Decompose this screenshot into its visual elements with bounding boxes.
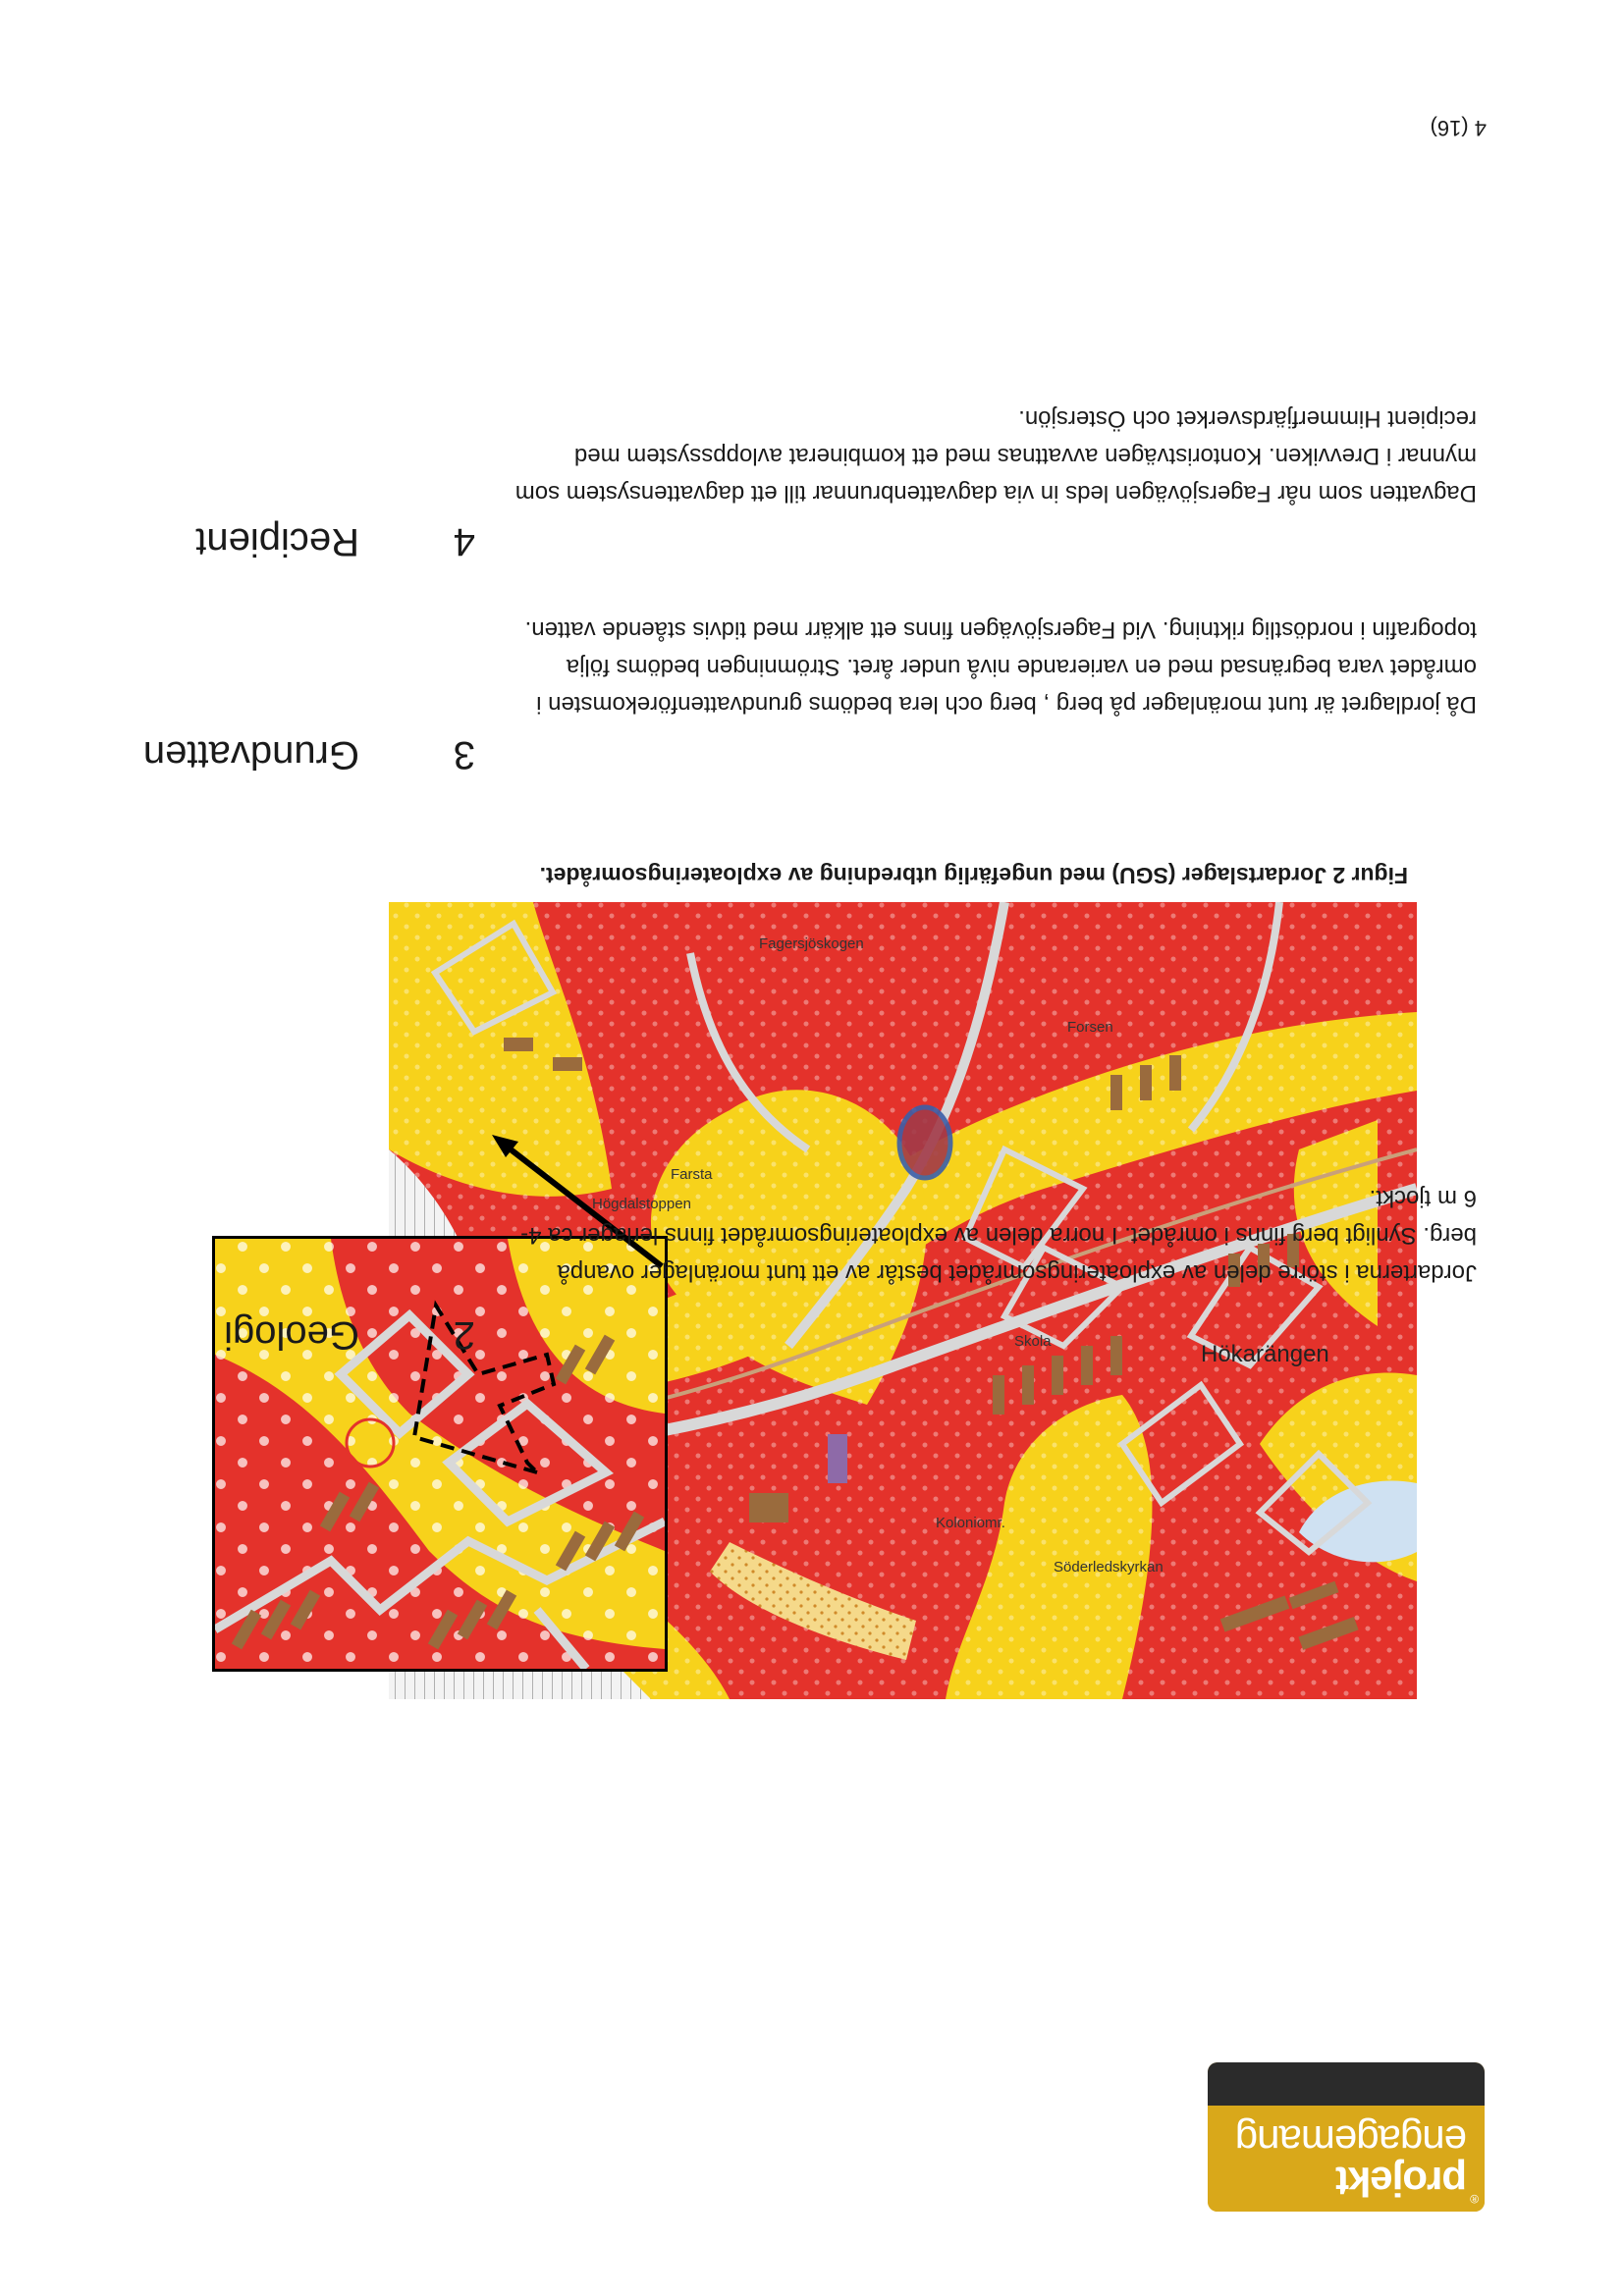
paragraph-recipient (377, 400, 1477, 511)
text-line: Jordarterna i större delen av exploateringsområdet består av ett tunt moränlager ovanpå (557, 1259, 1477, 1286)
text-line: berg. Synligt berg finns i området. I norra delen av exploateringsområdet finns lerlager ca 4- (520, 1222, 1477, 1249)
zoom-inset-graphic (215, 1239, 665, 1669)
text-line: recipient Himmerfjärdsverket och Östersjön. (1018, 405, 1477, 432)
map-label: Skola (1014, 1333, 1052, 1350)
paragraph-grundvatten (377, 611, 1477, 722)
logo-word-projekt: projekt (1335, 2159, 1467, 2205)
text-line: 6 m tjockt. (1369, 1185, 1477, 1211)
section-number: 4 (453, 520, 475, 563)
paragraph-geologi-text (377, 1179, 1477, 1291)
section-title: Recipient (195, 520, 359, 563)
section-title: Grundvatten (142, 733, 359, 776)
zoom-inset (212, 1236, 668, 1672)
map-label: Hökarängen (1201, 1341, 1329, 1367)
text-line: Då jordlagret är tunt moränlager på berg , berg och lera bedöms grundvattenförekomsten i (536, 691, 1477, 718)
section-number: 3 (453, 733, 475, 776)
map-label: Koloniomr. (936, 1515, 1005, 1531)
text-line: topografin i nordöstlig riktning. Vid Fagersjövägen finns ett alkärr med tidvis stående vatten. (524, 616, 1477, 643)
section-number: 2 (453, 1313, 475, 1357)
projektengagemang-logo (1208, 2062, 1485, 2212)
logo-word-engagemang: engagemang (1235, 2117, 1467, 2163)
text-line: området vara begränsad med en varierande nivå under året. Strömningen bedöms följa (566, 654, 1477, 680)
map-label: Farsta (671, 1166, 713, 1183)
registered-mark: ® (1470, 2192, 1479, 2206)
section-title: Geologi (224, 1313, 359, 1357)
map-label: Söderledskyrkan (1054, 1559, 1164, 1575)
figure-caption: Figur 2 Jordartslager (SGU) med ungefärlig utbredning av exploateringsområdet. (539, 863, 1408, 888)
map-label: Fagersjöskogen (759, 935, 864, 952)
page-number: 4 (16) (1430, 116, 1487, 140)
map-label: Högdalstoppen (592, 1196, 691, 1212)
map-label: Forsen (1067, 1019, 1113, 1036)
text-line: mynnar i Drevviken. Kontoristvägen avvattnas med ett kombinerat avloppssystem med (573, 443, 1477, 469)
text-line: Dagvatten som når Fagersjövägen leds in via dagvattenbrunnar till ett dagvattensystem som (514, 480, 1477, 507)
